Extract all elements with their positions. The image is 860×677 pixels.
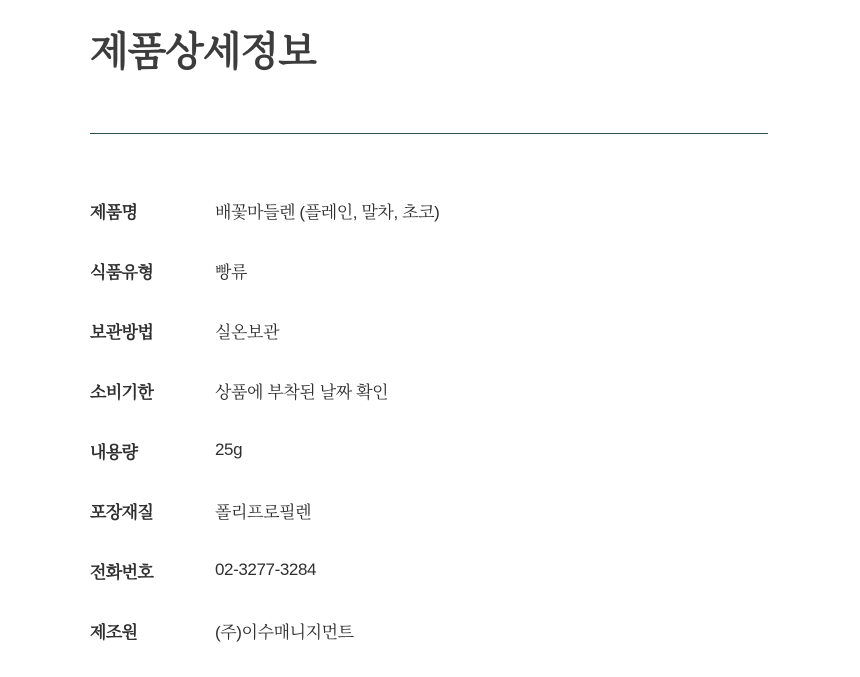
table-row xyxy=(90,360,790,420)
table-row xyxy=(90,240,790,300)
spec-label-packaging-material: 포장재질 xyxy=(90,502,154,522)
spec-value-food-type: 빵류 xyxy=(215,262,248,282)
spec-label-expiry: 소비기한 xyxy=(90,382,154,402)
spec-value-packaging-material: 폴리프로필렌 xyxy=(215,502,312,522)
table-row xyxy=(90,420,790,480)
spec-value-expiry: 상품에 부착된 날짜 확인 xyxy=(215,382,389,402)
product-spec-table xyxy=(90,180,790,660)
spec-value-storage-method: 실온보관 xyxy=(215,322,280,342)
spec-value-product-name: 배꽃마들렌 (플레인, 말차, 초코) xyxy=(215,202,440,222)
spec-value-phone-number: 02-3277-3284 xyxy=(215,560,317,579)
table-row xyxy=(90,540,790,600)
spec-value-manufacturer: (주)이수매니지먼트 xyxy=(215,622,354,642)
spec-label-volume: 내용량 xyxy=(90,442,138,462)
table-row xyxy=(90,300,790,360)
table-row xyxy=(90,180,790,240)
spec-label-phone-number: 전화번호 xyxy=(90,562,154,582)
spec-value-volume: 25g xyxy=(215,440,243,459)
spec-label-storage-method: 보관방법 xyxy=(90,322,154,342)
table-row xyxy=(90,600,790,660)
spec-label-product-name: 제품명 xyxy=(90,202,138,222)
spec-label-food-type: 식품유형 xyxy=(90,262,154,282)
title-divider xyxy=(90,133,768,134)
page-title: 제품상세정보 xyxy=(90,30,316,74)
spec-label-manufacturer: 제조원 xyxy=(90,622,138,642)
table-row xyxy=(90,480,790,540)
